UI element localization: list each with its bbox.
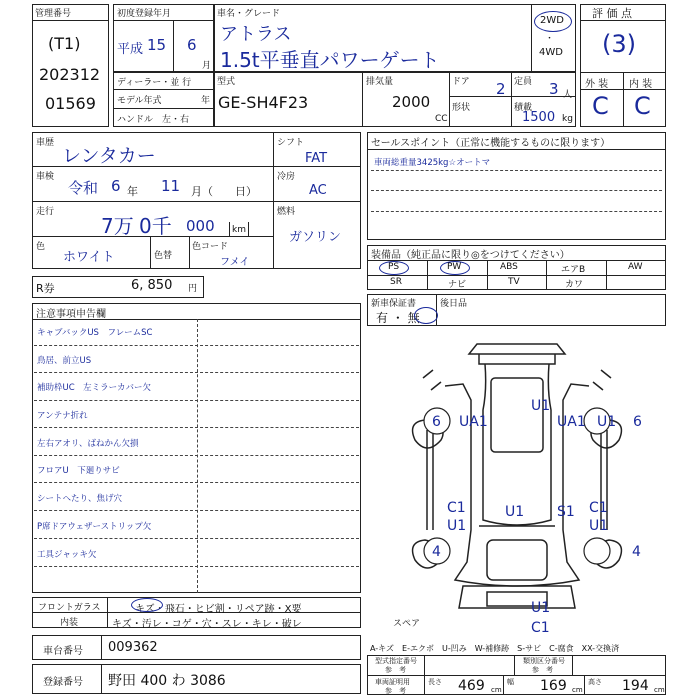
model-year-unit: 年 (201, 96, 211, 106)
chassis-label: 車台番号 (43, 646, 83, 657)
load-unit: kg (562, 114, 573, 124)
handle-label: ハンドル 左・右 (117, 115, 190, 125)
legend-text: A-キズ E-エクボ U-凹み W-補修跡 S-サビ C-腐食 XX-交換済 (370, 644, 620, 653)
diagram-mark: U1 (597, 414, 617, 430)
note-item: 補助枠UC 左ミラーカバー欠 (37, 383, 151, 393)
shift-label: シフト (277, 138, 305, 148)
mgmt-line-3: 01569 (45, 94, 96, 113)
door-label: ドア (452, 77, 470, 87)
cert-label-2b: 参 考 (532, 666, 553, 674)
equip-sr: SR (390, 277, 402, 287)
diagram-mark: U1 (531, 398, 551, 414)
size-label-b: 参 考 (385, 687, 406, 695)
history-value: レンタカー (62, 145, 156, 167)
diagram-mark: S1 (557, 504, 575, 520)
warranty-circle (414, 307, 438, 324)
mgmt-label: 管理番号 (35, 9, 72, 19)
ext-label: 外 装 (585, 79, 609, 90)
registration-value: 野田 400 わ 3086 (108, 673, 226, 689)
shift-value: FAT (305, 151, 328, 166)
color-value: ホワイト (63, 250, 115, 265)
cert-label-1: 型式指定番号 (375, 657, 417, 665)
size-label: 車両証明用 (375, 678, 410, 686)
chassis-value: 009362 (108, 640, 158, 655)
diagram-mark: U1 (531, 600, 551, 616)
sales-line-1: 車両総重量3425kg☆オートマ (374, 158, 491, 168)
equip-aw: AW (628, 262, 643, 272)
mileage-man: 7万 (101, 214, 134, 238)
diagram-mark: U1 (589, 518, 609, 534)
equip-leather: カワ (565, 280, 584, 290)
int-value: C (634, 92, 651, 120)
fuel-label: 燃料 (277, 207, 296, 217)
ac-label: 冷房 (277, 172, 296, 182)
note-item: 左右アオリ、ばねかん欠損 (37, 439, 139, 449)
car-grade: 1.5t平垂直パワーゲート (220, 48, 440, 72)
inspect-month: 11 (161, 177, 181, 195)
equipment-label: 装備品（純正品に限り◎をつけてください） (371, 250, 570, 261)
cap-label: 定員 (514, 77, 533, 87)
mileage-sen: 0千 (139, 214, 172, 238)
note-item: アンテナ折れ (37, 411, 88, 421)
car-name: アトラス (220, 24, 292, 45)
equip-abs: ABS (500, 262, 518, 272)
diagram-mark: 4 (632, 544, 641, 560)
eval-label: 評 価 点 (592, 7, 632, 20)
equip-pw: PW (447, 262, 462, 272)
mileage-unit: km (232, 225, 246, 235)
equip-tv: TV (508, 277, 520, 287)
type-value: GE-SH4F23 (218, 93, 309, 112)
ac-value: AC (309, 183, 327, 198)
glass-int-value: キズ・汚レ・コゲ・穴・スレ・キレ・破レ (112, 619, 302, 630)
cap-value: 3 (549, 80, 559, 98)
len-unit: cm (491, 686, 502, 694)
int-label: 内 装 (629, 79, 653, 90)
shape-label: 形状 (452, 103, 471, 113)
inspect-era: 令和 (68, 179, 99, 197)
r-ticket-box (32, 276, 204, 298)
note-item: キャブバックUS フレームSC (37, 328, 153, 338)
disp-label: 排気量 (366, 77, 394, 87)
inspect-year: 6 (111, 177, 121, 195)
mgmt-line-1: (T1) (48, 34, 81, 53)
equip-ps: PS (388, 262, 400, 272)
color-label: 色 (36, 242, 46, 252)
disp-unit: CC (435, 114, 448, 124)
warranty-value: 有 ・ 無 (376, 311, 420, 325)
diagram-mark: 6 (633, 414, 642, 430)
glass-label: フロントガラス (38, 603, 101, 613)
r-unit: 円 (188, 284, 198, 294)
after-label: 後日品 (440, 299, 468, 309)
sales-label: セールスポイント（正常に機能するものに限ります） (371, 138, 611, 149)
hgt-label: 高さ (588, 678, 602, 686)
equip-airbag: エアB (561, 265, 586, 275)
hgt-unit: cm (654, 686, 665, 694)
glass-int-label: 内装 (60, 618, 79, 628)
diagram-mark: 6 (432, 414, 441, 430)
len-label: 長さ (428, 678, 442, 686)
reg-month: 6 (187, 36, 197, 54)
door-value: 2 (496, 80, 506, 98)
color-code-value: フメイ (220, 257, 250, 268)
diagram-mark: C1 (531, 620, 550, 635)
reg-era: 平成 (117, 42, 144, 57)
cert-label-1b: 参 考 (385, 666, 406, 674)
eval-value: (3) (602, 30, 636, 58)
color-code-label: 色コード (192, 242, 229, 252)
diagram-mark: C1 (589, 500, 608, 516)
glass-circle (131, 598, 163, 612)
warranty-label: 新車保証書 (371, 299, 417, 309)
load-value: 1500 (522, 110, 556, 125)
equip-navi: ナビ (448, 280, 467, 290)
ext-value: C (592, 92, 609, 120)
cert-label-2: 類別区分番号 (523, 657, 565, 665)
notes-label: 注意事項申告欄 (36, 309, 106, 320)
r-label: R券 (36, 282, 55, 295)
diagram-mark: 4 (432, 544, 441, 560)
mileage-rest: 000 (186, 217, 215, 235)
mgmt-line-2: 202312 (39, 65, 101, 84)
note-item: P席ドアウェザーストリップ欠 (37, 522, 152, 532)
note-item: 工具ジャッキ欠 (37, 550, 97, 560)
cap-unit: 人 (563, 90, 573, 100)
diagram-mark: C1 (447, 500, 466, 516)
truck-diagram (367, 330, 666, 635)
note-item: フロアU 下廻りサビ (37, 466, 120, 476)
diagram-mark: UA1 (557, 414, 586, 430)
diagram-mark: U1 (505, 504, 525, 520)
glass-value: キズ・飛石・ヒビ割・リペア跡・X要 (135, 604, 302, 615)
note-item: 鳥居、前立US (37, 356, 92, 366)
note-item: シートへたり、焦げ穴 (37, 494, 123, 504)
wid-label: 幅 (507, 678, 514, 686)
disp-value: 2000 (392, 93, 431, 111)
color-change-label: 色替 (154, 251, 173, 261)
registration-label: 登録番号 (43, 677, 83, 688)
drive-dot: ・ (545, 34, 555, 44)
diagram-mark: U1 (447, 518, 467, 534)
r-value: 6, 850 (131, 278, 173, 293)
reg-year: 15 (147, 36, 167, 54)
reg-label: 初度登録年月 (117, 9, 172, 19)
drive-4wd: 4WD (539, 47, 563, 58)
name-label: 車名・グレード (217, 9, 281, 19)
fuel-value: ガソリン (289, 230, 342, 245)
spare-label: スペア (393, 619, 421, 629)
inspect-label: 車検 (36, 172, 55, 182)
len-value: 469 (458, 678, 485, 694)
reg-month-unit: 月 (202, 61, 212, 71)
dealer-label: ディーラー・並 行 (117, 78, 192, 88)
wid-unit: cm (572, 686, 583, 694)
load-label: 積載 (514, 103, 533, 113)
hgt-value: 194 (622, 678, 649, 694)
history-label: 車歴 (36, 138, 55, 148)
model-year-label: モデル年式 (117, 96, 162, 106)
mileage-label: 走行 (36, 207, 55, 217)
diagram-mark: UA1 (459, 414, 488, 430)
inspect-month-unit: 月（ 日） (191, 185, 257, 198)
wid-value: 169 (540, 678, 567, 694)
type-label: 型式 (217, 77, 236, 87)
drive-2wd: 2WD (540, 15, 564, 26)
inspect-year-unit: 年 (127, 185, 138, 198)
